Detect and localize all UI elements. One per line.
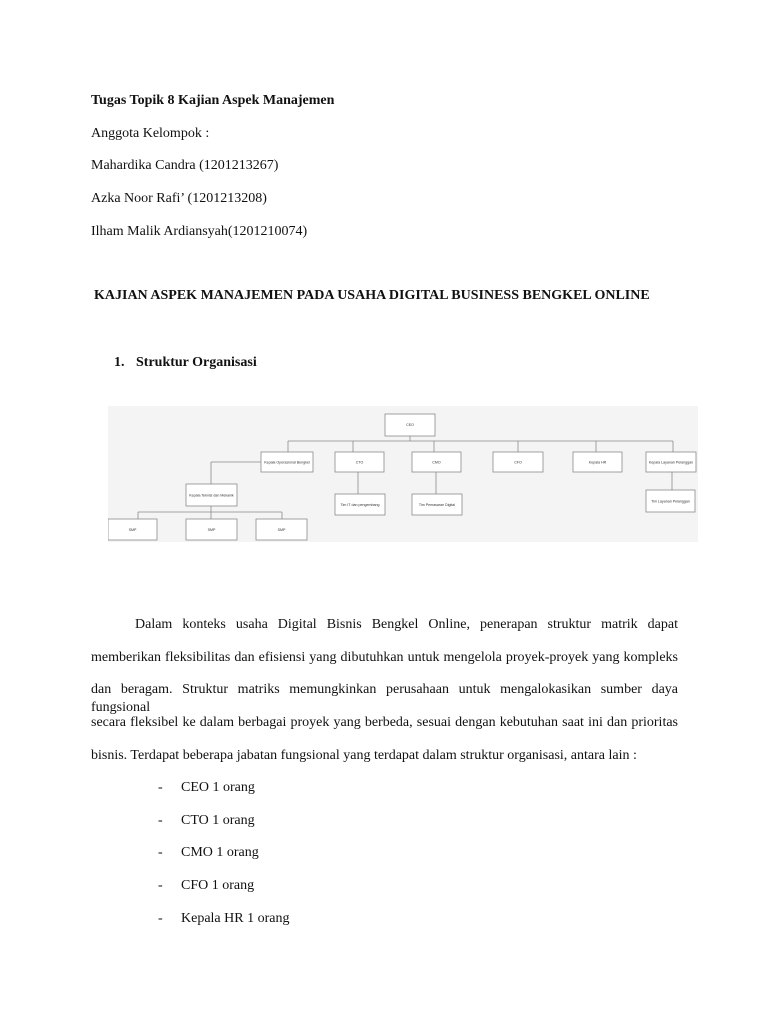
org-chart [108,406,698,542]
members-label: Anggota Kelompok : [91,126,210,141]
org-label: Tim Layanan Pelanggan [651,499,690,504]
document-title: Tugas Topik 8 Kajian Aspek Manajemen [91,93,335,108]
org-label: Kepala Layanan Pelanggan [648,460,694,465]
paragraph-line: memberikan fleksibilitas dan efisiensi yang dibutuhkan untuk mengelola proyek-proyek yang kompleks [91,650,678,665]
paragraph-line: Dalam konteks usaha Digital Bisnis Bengkel Online, penerapan struktur matrik dapat [135,617,678,632]
section-title: Struktur Organisasi [136,355,257,370]
org-label: Kepala Operasional Bengkel [264,460,310,465]
bullet-item: CTO 1 orang [181,813,255,828]
bullet-item: CEO 1 orang [181,780,255,795]
member-item: Ilham Malik Ardiansyah(1201210074) [91,224,308,239]
member-item: Mahardika Candra (1201213267) [91,158,279,173]
paragraph-line: bisnis. Terdapat beberapa jabatan fungsional yang terdapat dalam struktur organisasi, antara lain : [91,748,637,763]
org-label: Tim Pemasaran Digital [418,503,456,507]
bullet-item: CMO 1 orang [181,845,259,860]
org-label: SMP [128,528,137,532]
main-heading: KAJIAN ASPEK MANAJEMEN PADA USAHA DIGITAL BUSINESS BENGKEL ONLINE [94,288,650,303]
org-label: CTO [355,460,364,465]
bullet-marker: - [158,813,163,828]
org-label: CMO [432,460,441,465]
org-label-ceo: CEO [406,423,414,427]
bullet-item: Kepala HR 1 orang [181,911,290,926]
org-label: Kepala Teknisi dan Mekanik [189,493,234,498]
org-label: Kepala HR [588,460,607,465]
org-label: Tim IT dan pengembang [340,503,380,507]
org-label: SMP [207,528,216,532]
paragraph-line: dan beragam. Struktur matriks memungkinkan perusahaan untuk mengalokasikan sumber daya fungsional [91,682,678,715]
bullet-item: CFO 1 orang [181,878,255,893]
bullet-marker: - [158,780,163,795]
org-label: SMP [277,528,286,532]
paragraph-line: secara fleksibel ke dalam berbagai proyek yang berbeda, sesuai dengan kebutuhan saat ini dan prioritas [91,715,678,730]
section-number: 1. [114,355,125,370]
org-label: CFO [514,460,522,465]
bullet-marker: - [158,911,163,926]
member-item: Azka Noor Rafi’ (1201213208) [91,191,267,206]
bullet-marker: - [158,878,163,893]
bullet-marker: - [158,845,163,860]
